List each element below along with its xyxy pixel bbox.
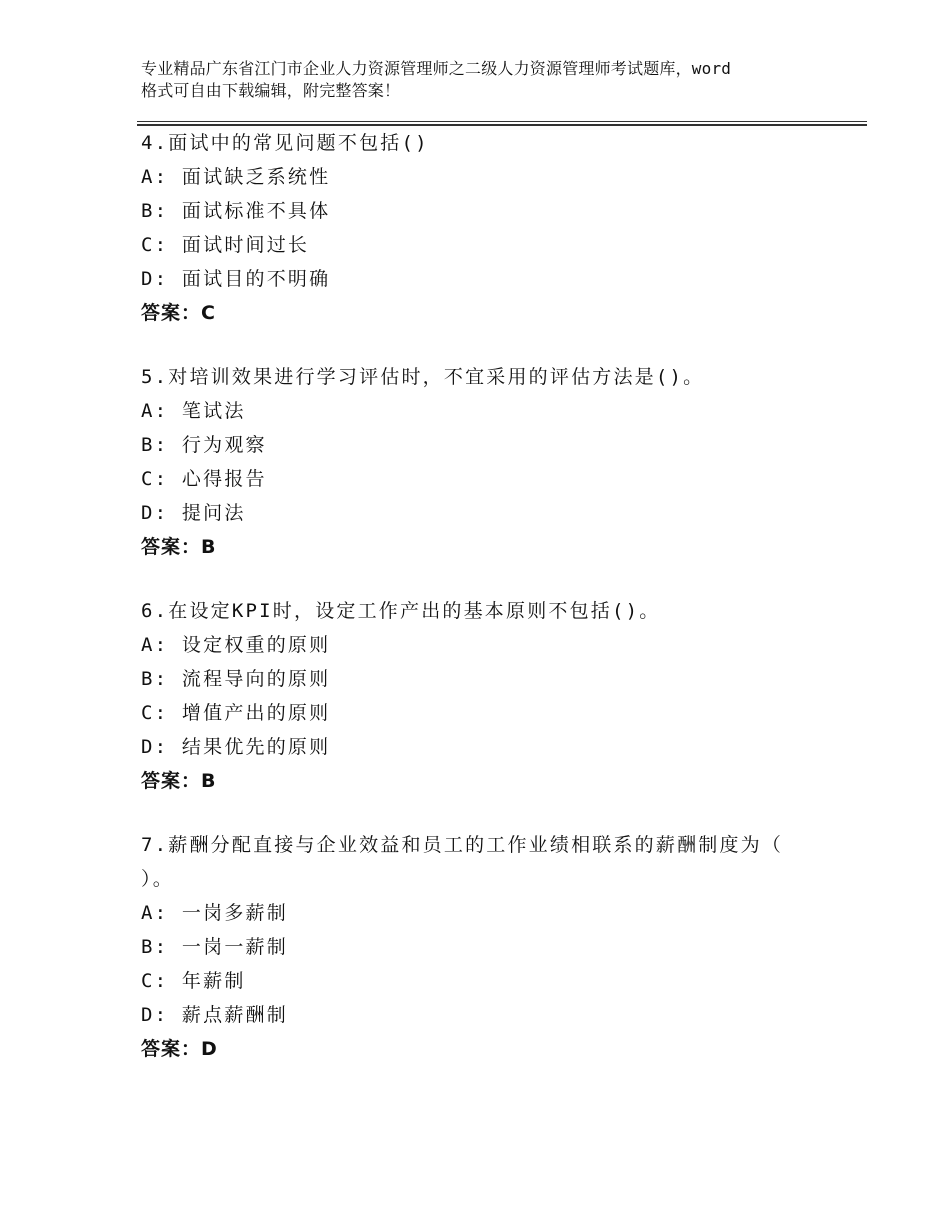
option-d: D: 提问法	[141, 502, 246, 524]
header-line-2: 格式可自由下载编辑，附完整答案！	[141, 81, 401, 100]
answer: 答案：C	[141, 302, 216, 324]
answer: 答案：B	[141, 536, 217, 558]
question-stem: 6.在设定KPI时，设定工作产出的基本原则不包括()。	[141, 600, 661, 622]
question-stem-line-2: ）。	[141, 868, 174, 890]
option-c: C: 增值产出的原则	[141, 702, 331, 724]
answer: 答案：D	[141, 1038, 218, 1060]
option-d: D: 薪点薪酬制	[141, 1004, 288, 1026]
answer: 答案：B	[141, 770, 217, 792]
question-list	[141, 126, 841, 1096]
option-a: A: 笔试法	[141, 400, 246, 422]
question-stem: 4.面试中的常见问题不包括()	[141, 132, 429, 154]
option-c: C: 年薪制	[141, 970, 246, 992]
option-b: B: 面试标准不具体	[141, 200, 331, 222]
header-divider-thin	[137, 121, 867, 122]
document-header	[141, 58, 841, 102]
option-b: B: 行为观察	[141, 434, 267, 456]
option-b: B: 一岗一薪制	[141, 936, 288, 958]
option-a: A: 一岗多薪制	[141, 902, 288, 924]
option-a: A: 面试缺乏系统性	[141, 166, 331, 188]
option-a: A: 设定权重的原则	[141, 634, 331, 656]
header-line-1: 专业精品广东省江门市企业人力资源管理师之二级人力资源管理师考试题库，word	[141, 59, 732, 78]
option-c: C: 面试时间过长	[141, 234, 310, 256]
option-b: B: 流程导向的原则	[141, 668, 331, 690]
question-stem-line-1: 7.薪酬分配直接与企业效益和员工的工作业绩相联系的薪酬制度为（	[141, 834, 784, 856]
question-7	[141, 828, 841, 1066]
option-d: D: 结果优先的原则	[141, 736, 331, 758]
question-stem: 5.对培训效果进行学习评估时，不宜采用的评估方法是()。	[141, 366, 705, 388]
option-c: C: 心得报告	[141, 468, 267, 490]
question-6	[141, 594, 841, 798]
option-d: D: 面试目的不明确	[141, 268, 331, 290]
question-5	[141, 360, 841, 564]
question-4	[141, 126, 841, 330]
